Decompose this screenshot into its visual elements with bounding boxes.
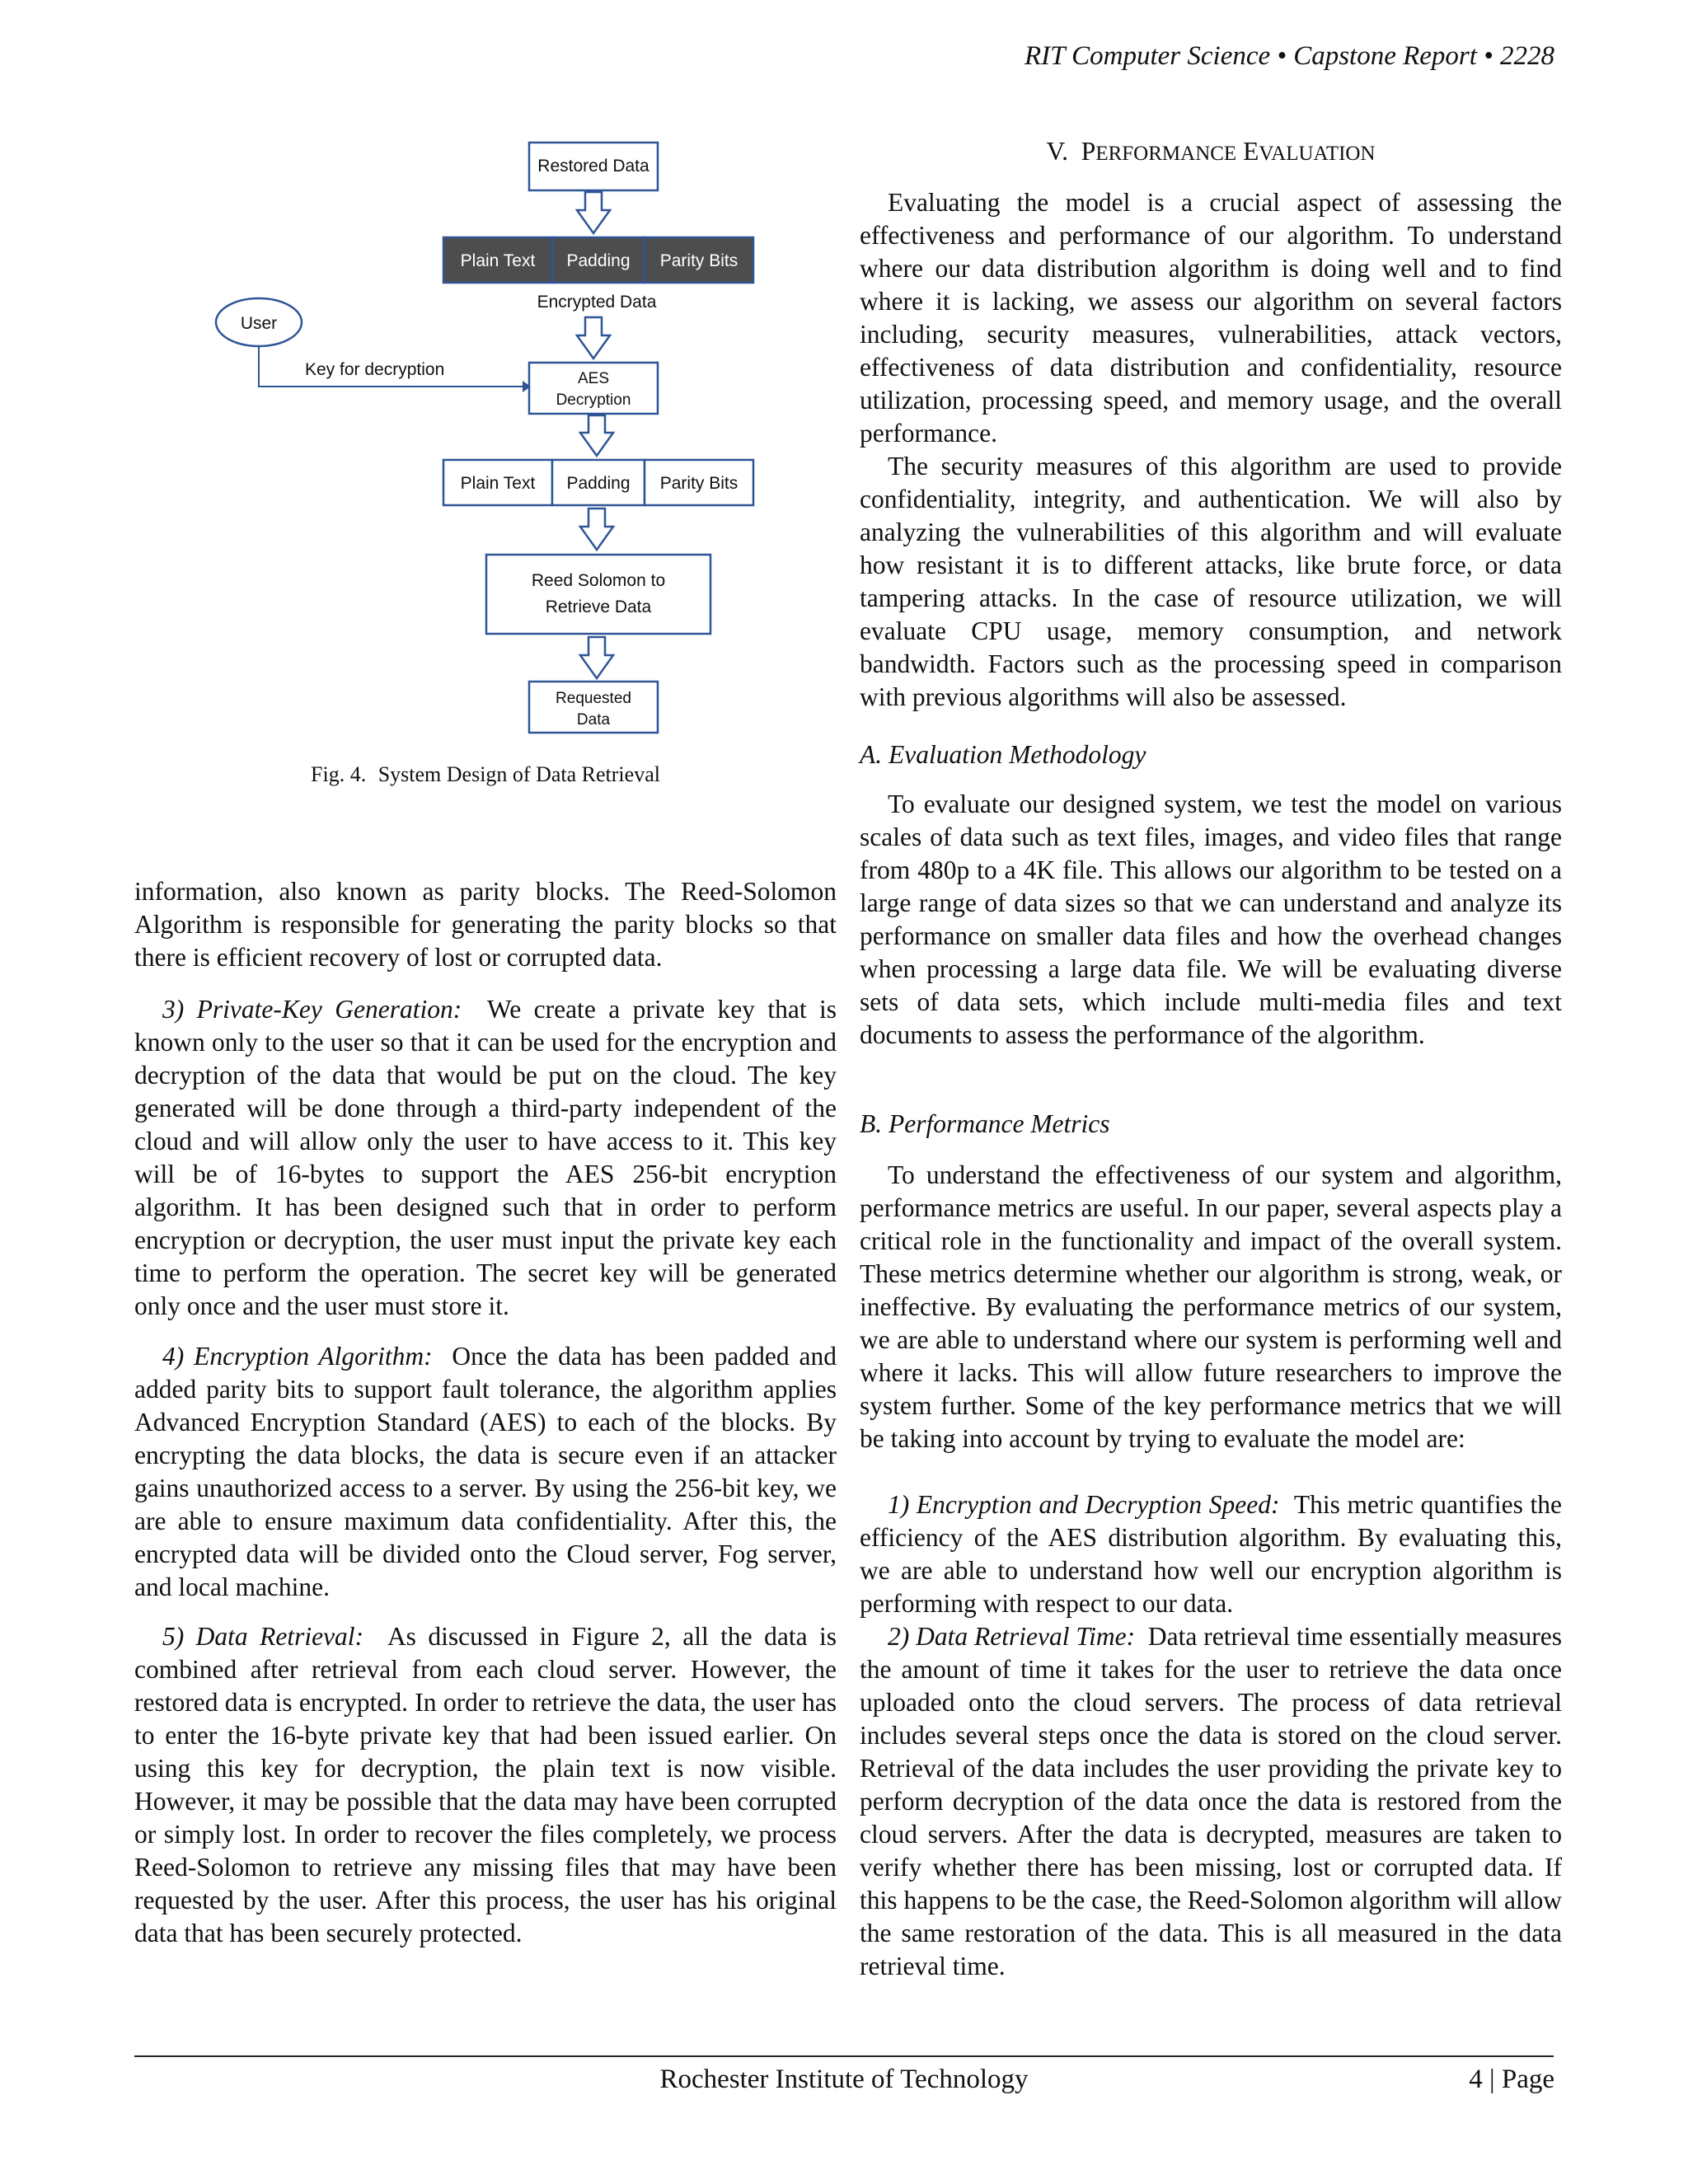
subsection-title-encryption: 4) Encryption Algorithm: [162, 1342, 433, 1371]
subsection-title-private-key: 3) Private-Key Generation: [162, 995, 462, 1024]
decrypted-padding-label: Padding [566, 474, 631, 493]
paragraph-encryption-algorithm [134, 1340, 837, 1604]
figure-caption-text: System Design of Data Retrieval [377, 762, 660, 786]
encrypted-padding-label: Padding [566, 251, 631, 270]
paragraph-data-retrieval [134, 1620, 837, 1950]
footer-rule [134, 2055, 1554, 2057]
key-for-decryption-label: Key for decryption [305, 360, 445, 379]
encrypted-parity-label: Parity Bits [659, 251, 738, 270]
reed-solomon-line1: Reed Solomon to [531, 571, 666, 590]
paragraph-evaluation-methodology: To evaluate our designed system, we test the model on various scales of data such as text files, images, and video files that range from 480p to a 4K file. This allows our algorithm to be tested on a large range of data sizes so that we can understand and analyze its performance on smaller data files and how the overhead changes when processing a large data file. We will be evaluating diverse sets of data sets, which include multi-media files and text documents to assess the performance of the algorithm. [860, 790, 1562, 1049]
paragraph-parity-info: information, also known as parity blocks. The Reed-Solomon Algorithm is responsible for generating the parity blocks so that there is efficient recovery of lost or corrupted data. [134, 877, 837, 972]
metric-text-encryption-speed: This metric quantifies the efficiency of the AES distribution algorithm. By evaluating this, we are able to understand how well our encryption algorithm is performing with respect to our data. [860, 1490, 1562, 1618]
reed-solomon-line2: Retrieve Data [545, 598, 652, 616]
down-arrow-2 [577, 317, 610, 359]
footer-page-number: 4 | Page [1469, 2064, 1554, 2094]
aes-label-line2: Decryption [556, 391, 631, 409]
down-arrow-3 [580, 415, 613, 456]
section-title-initial-p: P [1081, 137, 1096, 166]
section-title-initial-e: E [1243, 137, 1259, 166]
paragraph-performance-metrics: To understand the effectiveness of our system and algorithm, performance metrics are useful. In our paper, several aspects play a critical role in the functionality and impact of the overall system. These metrics determine whether our algorithm is strong, weak, or ineffective. By evaluating the performance metrics of our system, we are able to understand where our system is performing well and where it lacks. This will allow future researchers to improve the system further. Some of the key performance metrics that we will be taking into account by trying to evaluate the model are: [860, 1160, 1562, 1453]
paragraph-encryption-speed [860, 1488, 1562, 1620]
requested-data-line2: Data [576, 711, 611, 729]
down-arrow-5 [580, 637, 613, 678]
down-arrow-1 [577, 192, 610, 233]
section-title-performance-evaluation [860, 137, 1562, 166]
metric-text-retrieval-time: Data retrieval time essentially measures the amount of time it takes for the user to retrieve the data once uploaded onto the cloud servers. The process of data retrieval includes several steps once the data is stored on the cloud server. Retrieval of the data includes the user providing the private key to perform decryption of the data once the data is restored from the cloud servers. After the data is decrypted, measures are taken to verify whether there has been missing, lost or corrupted data. If this happens to be the case, the Reed-Solomon algorithm will allow the same restoration of the data. This is all measured in the data retrieval time. [860, 1622, 1562, 1980]
encrypted-data-label: Encrypted Data [537, 293, 657, 312]
paragraph-data-retrieval-time [860, 1620, 1562, 1983]
paragraph-security-measures: The security measures of this algorithm are used to provide confidentiality, integrity, and authentication. We will also by analyzing the vulnerabilities of this algorithm and will evaluate how resistant it is to different attacks, like brute force, or data tampering attacks. In the case of resource utilization, we will evaluate CPU usage, memory consumption, and network bandwidth. Factors such as the processing speed in comparison with previous algorithms will also be assessed. [860, 452, 1562, 711]
subsection-title-performance-metrics: B. Performance Metrics [860, 1109, 1110, 1138]
figure-system-design [206, 136, 767, 742]
subsection-title-evaluation-methodology: A. Evaluation Methodology [860, 740, 1146, 769]
metric-title-retrieval-time: 2) Data Retrieval Time: [888, 1622, 1136, 1651]
down-arrow-4 [580, 509, 613, 550]
metric-title-encryption-speed: 1) Encryption and Decryption Speed: [888, 1490, 1280, 1519]
paragraph-evaluation-intro: Evaluating the model is a crucial aspect of assessing the effectiveness and performance of our algorithm. To understand where our data distribution algorithm is doing well and to find where it is lacking, we assess our algorithm on several factors including, security measures, vulnerabilities, attack vectors, effectiveness of data distribution and confidentiality, resource utilization, processing speed, and memory usage, and the overall performance. [860, 188, 1562, 448]
requested-data-line1: Requested [556, 690, 631, 707]
decrypted-parity-label: Parity Bits [659, 474, 738, 493]
section-number: V. [1046, 137, 1069, 166]
figure-caption [134, 762, 837, 787]
running-header: RIT Computer Science • Capstone Report • 2228 [1024, 41, 1554, 71]
section-title-word-2: VALUATION [1259, 143, 1376, 165]
section-title-word-1: ERFORMANCE [1095, 143, 1237, 165]
reed-solomon-box [486, 555, 710, 634]
figure-caption-label: Fig. 4. [311, 762, 367, 786]
decrypted-plaintext-label: Plain Text [460, 474, 536, 493]
paragraph-private-key-generation [134, 993, 837, 1323]
footer-institution: Rochester Institute of Technology [659, 2064, 1029, 2094]
text-data-retrieval: As discussed in Figure 2, all the data is combined after retrieval from each cloud server. However, the restored data is encrypted. In order to retrieve the data, the user has to enter the 16-byte private key that had been issued earlier. On using this key for decryption, the plain text is now visible. However, it may be possible that the data may have been corrupted or simply lost. In order to recover the files completely, we process Reed-Solomon to retrieve any missing files that may have been requested by the user. After this process, the user has his original data that has been securely protected. [134, 1622, 837, 1947]
text-private-key: We create a private key that is known only to the user so that it can be used for the encryption and decryption of the data that would be put on the cloud. The key generated will be done through a third-party independent of the cloud and will allow only the user to have access to it. This key will be of 16-bytes to support the AES 256-bit encryption algorithm. It has been designed such that in order to perform encryption or decryption, the user must input the private key each time to perform the operation. The secret key will be generated only once and the user must store it. [134, 995, 837, 1320]
user-label: User [240, 314, 278, 333]
encrypted-plaintext-label: Plain Text [460, 251, 536, 270]
aes-label-line1: AES [577, 370, 610, 387]
subsection-title-data-retrieval: 5) Data Retrieval: [162, 1622, 364, 1651]
text-encryption: Once the data has been padded and added parity bits to support fault tolerance, the algorithm applies Advanced Encryption Standard (AES) to each of the blocks. By encrypting the data blocks, the data is secure even if an attacker gains unauthorized access to a server. By using the 256-bit key, we are able to ensure maximum data confidentiality. After this, the encrypted data will be divided onto the Cloud server, Fog server, and local machine. [134, 1342, 837, 1601]
restored-data-label: Restored Data [537, 157, 649, 176]
